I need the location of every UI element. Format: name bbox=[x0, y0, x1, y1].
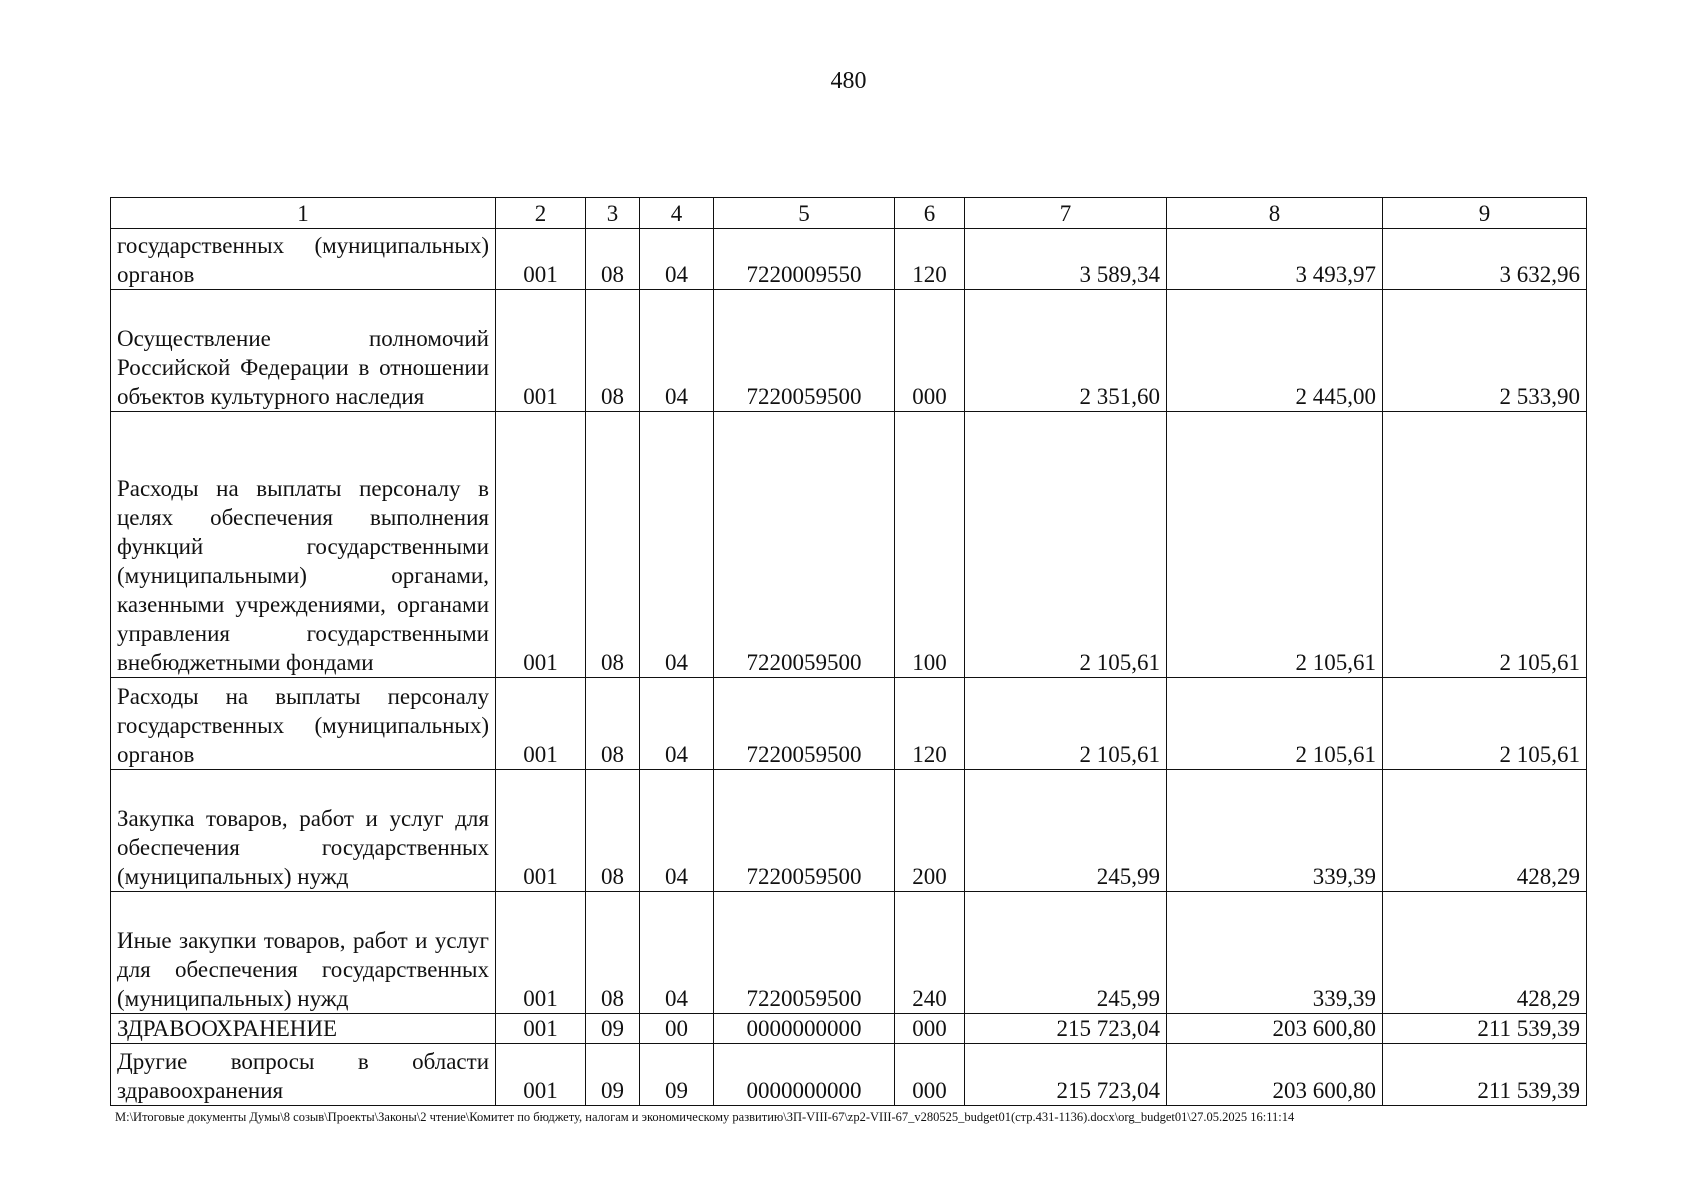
code-cell: 120 bbox=[895, 678, 965, 770]
amount-cell: 339,39 bbox=[1167, 770, 1383, 892]
table-row bbox=[111, 678, 1587, 770]
amount-cell: 2 105,61 bbox=[1383, 678, 1587, 770]
code-cell: 001 bbox=[496, 229, 586, 290]
amount-cell: 428,29 bbox=[1383, 892, 1587, 1014]
amount-cell: 2 445,00 bbox=[1167, 290, 1383, 412]
amount-cell: 203 600,80 bbox=[1167, 1044, 1383, 1106]
code-cell: 09 bbox=[640, 1044, 714, 1106]
amount-cell: 245,99 bbox=[965, 770, 1167, 892]
row-name: ЗДРАВООХРАНЕНИЕ bbox=[111, 1014, 496, 1044]
code-cell: 7220059500 bbox=[714, 678, 895, 770]
document-path-footer: M:\Итоговые документы Думы\8 созыв\Проекты\Законы\2 чтение\Комитет по бюджету, налогам и экономическому развитию\ЗП-VIII-67\zp2-VIII-67_v280525_budget01(стр.431-1136).docx\org_budget01\27.05.2025 16:11:14 bbox=[115, 1110, 1295, 1124]
amount-cell: 203 600,80 bbox=[1167, 1014, 1383, 1044]
code-cell: 04 bbox=[640, 892, 714, 1014]
row-name: Иные закупки товаров, работ и услуг для обеспечения государственных (муниципальных) нужд bbox=[111, 892, 496, 1014]
row-name: государственных (муниципальных) органов bbox=[111, 229, 496, 290]
amount-cell: 3 493,97 bbox=[1167, 229, 1383, 290]
code-cell: 0000000000 bbox=[714, 1014, 895, 1044]
row-name: Другие вопросы в области здравоохранения bbox=[111, 1044, 496, 1106]
code-cell: 7220059500 bbox=[714, 892, 895, 1014]
code-cell: 001 bbox=[496, 1014, 586, 1044]
table-row bbox=[111, 290, 1587, 412]
amount-cell: 211 539,39 bbox=[1383, 1044, 1587, 1106]
table-row bbox=[111, 1014, 1587, 1044]
code-cell: 09 bbox=[586, 1044, 640, 1106]
code-cell: 08 bbox=[586, 412, 640, 678]
column-header: 9 bbox=[1383, 198, 1587, 229]
amount-cell: 211 539,39 bbox=[1383, 1014, 1587, 1044]
code-cell: 001 bbox=[496, 678, 586, 770]
budget-table bbox=[110, 197, 1587, 1106]
table-row bbox=[111, 892, 1587, 1014]
code-cell: 08 bbox=[586, 229, 640, 290]
code-cell: 7220059500 bbox=[714, 770, 895, 892]
amount-cell: 215 723,04 bbox=[965, 1044, 1167, 1106]
code-cell: 001 bbox=[496, 412, 586, 678]
code-cell: 08 bbox=[586, 770, 640, 892]
column-header: 6 bbox=[895, 198, 965, 229]
amount-cell: 2 105,61 bbox=[965, 678, 1167, 770]
amount-cell: 428,29 bbox=[1383, 770, 1587, 892]
page-number: 480 bbox=[830, 68, 867, 94]
table-header-row bbox=[111, 198, 1587, 229]
column-header: 7 bbox=[965, 198, 1167, 229]
row-name: Закупка товаров, работ и услуг для обеспечения государственных (муниципальных) нужд bbox=[111, 770, 496, 892]
code-cell: 200 bbox=[895, 770, 965, 892]
code-cell: 0000000000 bbox=[714, 1044, 895, 1106]
amount-cell: 245,99 bbox=[965, 892, 1167, 1014]
code-cell: 000 bbox=[895, 290, 965, 412]
code-cell: 001 bbox=[496, 770, 586, 892]
amount-cell: 2 105,61 bbox=[965, 412, 1167, 678]
code-cell: 7220059500 bbox=[714, 412, 895, 678]
code-cell: 04 bbox=[640, 678, 714, 770]
code-cell: 00 bbox=[640, 1014, 714, 1044]
code-cell: 7220059500 bbox=[714, 290, 895, 412]
amount-cell: 339,39 bbox=[1167, 892, 1383, 1014]
code-cell: 09 bbox=[586, 1014, 640, 1044]
column-header: 4 bbox=[640, 198, 714, 229]
amount-cell: 2 351,60 bbox=[965, 290, 1167, 412]
table-row bbox=[111, 229, 1587, 290]
column-header: 1 bbox=[111, 198, 496, 229]
table-row bbox=[111, 412, 1587, 678]
code-cell: 04 bbox=[640, 770, 714, 892]
code-cell: 000 bbox=[895, 1014, 965, 1044]
code-cell: 120 bbox=[895, 229, 965, 290]
row-name: Осуществление полномочий Российской Федерации в отношении объектов культурного наследия bbox=[111, 290, 496, 412]
column-header: 8 bbox=[1167, 198, 1383, 229]
code-cell: 7220009550 bbox=[714, 229, 895, 290]
column-header: 3 bbox=[586, 198, 640, 229]
amount-cell: 2 533,90 bbox=[1383, 290, 1587, 412]
code-cell: 04 bbox=[640, 412, 714, 678]
row-name: Расходы на выплаты персоналу в целях обеспечения выполнения функций государственными (муниципальными) органами, казенными учреждениями, органами управления государственными внебюджетными фондами bbox=[111, 412, 496, 678]
code-cell: 04 bbox=[640, 290, 714, 412]
table-row bbox=[111, 770, 1587, 892]
row-name: Расходы на выплаты персоналу государственных (муниципальных) органов bbox=[111, 678, 496, 770]
amount-cell: 2 105,61 bbox=[1167, 678, 1383, 770]
column-header: 5 bbox=[714, 198, 895, 229]
code-cell: 08 bbox=[586, 892, 640, 1014]
column-header: 2 bbox=[496, 198, 586, 229]
table-row bbox=[111, 1044, 1587, 1106]
code-cell: 001 bbox=[496, 1044, 586, 1106]
amount-cell: 215 723,04 bbox=[965, 1014, 1167, 1044]
code-cell: 08 bbox=[586, 678, 640, 770]
code-cell: 04 bbox=[640, 229, 714, 290]
code-cell: 001 bbox=[496, 892, 586, 1014]
amount-cell: 3 632,96 bbox=[1383, 229, 1587, 290]
code-cell: 08 bbox=[586, 290, 640, 412]
code-cell: 100 bbox=[895, 412, 965, 678]
amount-cell: 2 105,61 bbox=[1383, 412, 1587, 678]
code-cell: 001 bbox=[496, 290, 586, 412]
code-cell: 240 bbox=[895, 892, 965, 1014]
amount-cell: 2 105,61 bbox=[1167, 412, 1383, 678]
code-cell: 000 bbox=[895, 1044, 965, 1106]
amount-cell: 3 589,34 bbox=[965, 229, 1167, 290]
